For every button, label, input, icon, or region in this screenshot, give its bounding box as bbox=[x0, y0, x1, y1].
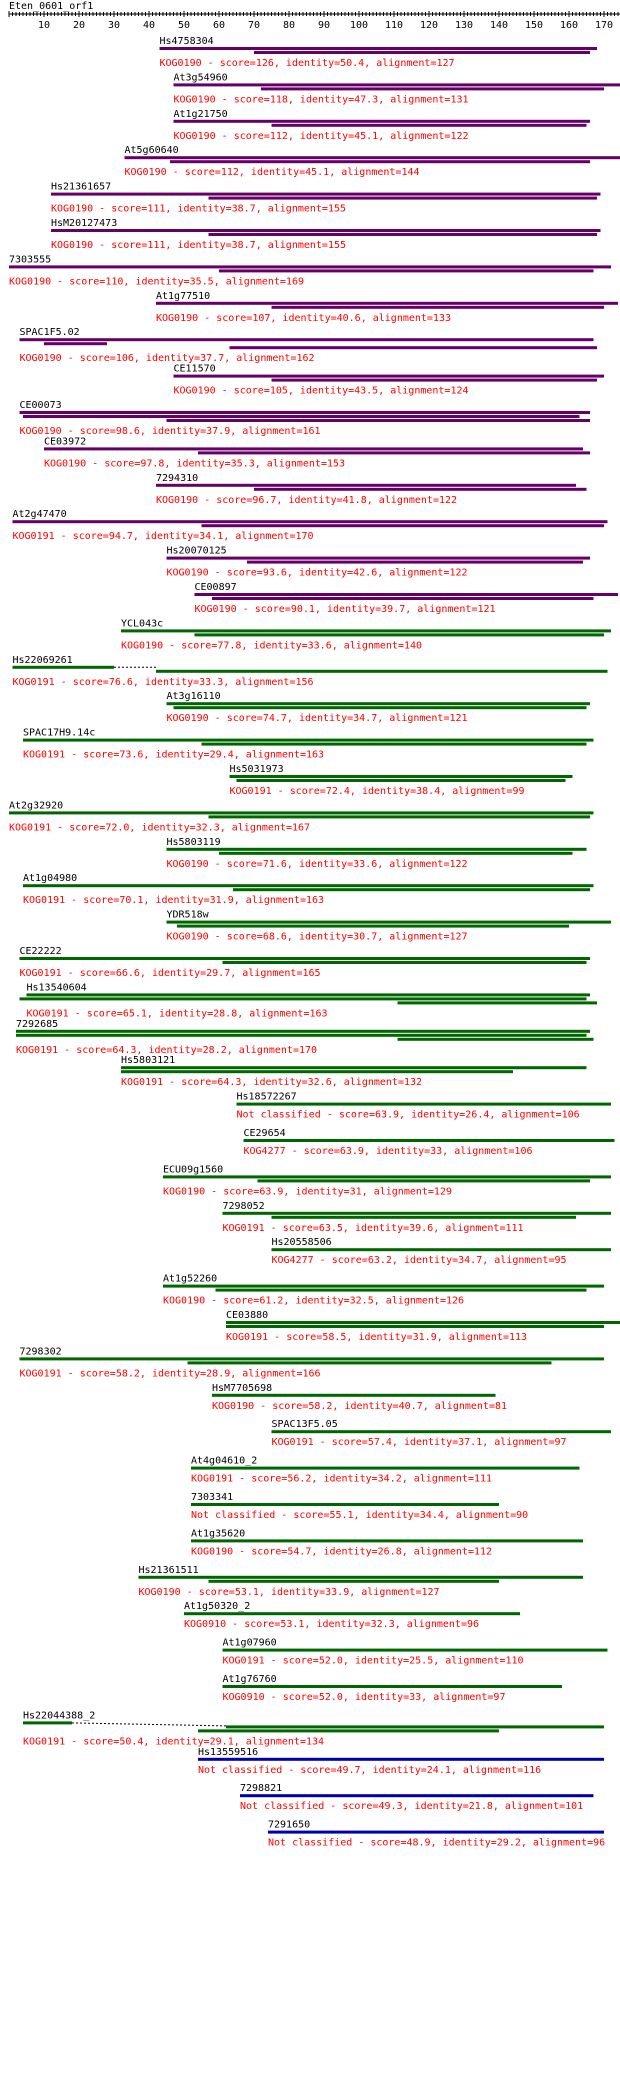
hit-name: SPAC1F5.02 bbox=[19, 327, 80, 339]
alignment-bar bbox=[13, 666, 115, 669]
hit-row bbox=[20, 400, 591, 437]
ruler-tick-label: 150 bbox=[524, 20, 544, 31]
hit-info: KOG0190 - score=98.6, identity=37.9, alignment=161 bbox=[19, 426, 321, 437]
hit-name: 7291650 bbox=[268, 1819, 311, 1831]
alignment-bar bbox=[202, 743, 587, 746]
alignment-bar bbox=[226, 1321, 620, 1324]
hit-row bbox=[226, 1310, 620, 1343]
ruler-tick-label: 20 bbox=[72, 20, 86, 31]
alignment-bar bbox=[223, 1649, 608, 1652]
alignment-bar bbox=[20, 338, 594, 341]
hit-name: Hs13540604 bbox=[26, 982, 87, 994]
hit-name: Hs5803119 bbox=[166, 836, 221, 848]
hit-row bbox=[191, 1528, 583, 1557]
hit-row bbox=[167, 691, 591, 724]
hit-row bbox=[191, 1492, 528, 1521]
hit-name: SPAC13F5.05 bbox=[271, 1419, 338, 1431]
hit-name: At1g77510 bbox=[156, 290, 211, 302]
alignment-bar bbox=[174, 120, 591, 123]
alignment-bar bbox=[272, 1248, 612, 1251]
hit-info: KOG0191 - score=63.5, identity=39.6, alignment=111 bbox=[222, 1222, 524, 1234]
hit-name: At5g60640 bbox=[124, 145, 179, 157]
hit-info: KOG0190 - score=53.1, identity=33.9, alignment=127 bbox=[138, 1586, 440, 1598]
hit-name: SPAC17H9.14c bbox=[23, 727, 96, 739]
hit-row bbox=[198, 1747, 604, 1776]
ruler-tick-label: 170 bbox=[594, 20, 614, 31]
alignment-bar bbox=[247, 561, 583, 564]
hit-name: CE11570 bbox=[173, 363, 216, 375]
hit-info: KOG0191 - score=52.0, identity=25.5, alignment=110 bbox=[222, 1655, 524, 1667]
alignment-bar bbox=[226, 1325, 604, 1328]
alignment-bar bbox=[209, 233, 598, 236]
hit-name: 7294310 bbox=[156, 472, 199, 484]
hit-name: 7298302 bbox=[19, 1346, 62, 1358]
hit-row bbox=[240, 1783, 594, 1812]
hit-name: CE22222 bbox=[19, 946, 62, 957]
hit-info: KOG0191 - score=76.6, identity=33.3, alignment=156 bbox=[12, 676, 314, 688]
ruler-tick-label: 30 bbox=[107, 20, 121, 31]
alignment-bar bbox=[191, 1539, 583, 1542]
hit-info: KOG0190 - score=118, identity=47.3, alignment=131 bbox=[173, 94, 469, 106]
hit-row bbox=[174, 364, 605, 397]
hit-row bbox=[9, 800, 594, 833]
hit-info: KOG0190 - score=111, identity=38.7, alignment=155 bbox=[51, 203, 347, 215]
ruler-tick-label: 50 bbox=[177, 20, 191, 31]
alignment-bar bbox=[244, 1139, 615, 1142]
alignment-bar bbox=[254, 51, 590, 54]
alignment-bar bbox=[121, 1070, 513, 1073]
hit-row bbox=[268, 1820, 605, 1849]
alignment-bar bbox=[44, 447, 583, 450]
hit-info: KOG0191 - score=58.5, identity=31.9, alignment=113 bbox=[226, 1332, 528, 1343]
hit-list bbox=[9, 36, 620, 1849]
alignment-bar bbox=[167, 557, 591, 560]
alignment-bar bbox=[272, 124, 587, 127]
hit-row bbox=[51, 182, 601, 215]
alignment-bar bbox=[398, 1001, 598, 1004]
alignment-bar bbox=[23, 739, 594, 742]
hit-info: KOG0191 - score=70.1, identity=31.9, alignment=163 bbox=[23, 895, 325, 907]
hit-info: KOG0190 - score=105, identity=43.5, alignment=124 bbox=[173, 385, 469, 397]
hit-row bbox=[223, 1201, 612, 1234]
hit-name: Hs20070125 bbox=[166, 545, 227, 557]
alignment-bar bbox=[163, 1285, 604, 1288]
hit-row bbox=[9, 254, 611, 287]
hit-name: ECU09g1560 bbox=[163, 1164, 224, 1176]
alignment-bar bbox=[9, 265, 611, 268]
hit-row bbox=[184, 1601, 520, 1630]
alignment-bar bbox=[198, 1758, 604, 1761]
hit-info: Not classified - score=49.7, identity=24.1, alignment=116 bbox=[198, 1764, 542, 1776]
hit-info: KOG0190 - score=63.9, identity=31, alignment=129 bbox=[163, 1186, 452, 1198]
hit-name: At1g07960 bbox=[222, 1637, 277, 1649]
hit-name: Hs13559516 bbox=[198, 1746, 259, 1758]
ruler-tick-label: 120 bbox=[419, 20, 439, 31]
hit-info: Not classified - score=48.9, identity=29.2, alignment=96 bbox=[268, 1837, 606, 1849]
hit-row bbox=[156, 473, 587, 506]
hit-info: KOG4277 - score=63.9, identity=33, alignment=106 bbox=[243, 1146, 533, 1157]
alignment-bar bbox=[219, 269, 594, 272]
alignment-bar bbox=[167, 921, 612, 924]
alignment-bar bbox=[20, 1357, 605, 1360]
hit-row bbox=[23, 1710, 604, 1747]
hit-row bbox=[44, 436, 590, 469]
ruler-tick-label: 40 bbox=[142, 20, 156, 31]
alignment-bar bbox=[191, 1503, 499, 1506]
ruler-tick-label: 110 bbox=[384, 20, 404, 31]
gap-connector bbox=[72, 1723, 226, 1726]
hit-name: At1g52260 bbox=[163, 1273, 218, 1285]
alignment-bar bbox=[51, 229, 601, 232]
hit-row bbox=[16, 1019, 594, 1056]
alignment-bar bbox=[167, 848, 587, 851]
query-title: Eten_0601_orf1 bbox=[9, 1, 94, 12]
alignment-bar bbox=[167, 702, 591, 705]
hit-name: 7298821 bbox=[240, 1783, 283, 1795]
hit-row bbox=[20, 982, 598, 1019]
hit-info: KOG0190 - score=90.1, identity=39.7, alignment=121 bbox=[194, 604, 496, 615]
position-ruler bbox=[9, 11, 620, 31]
alignment-bar bbox=[191, 1467, 580, 1470]
alignment-bar bbox=[230, 775, 573, 778]
alignment-bar bbox=[20, 957, 591, 960]
hit-name: At2g47470 bbox=[12, 509, 67, 521]
alignment-bar bbox=[16, 1034, 587, 1037]
hit-name: CE03880 bbox=[226, 1310, 269, 1321]
hit-info: KOG0190 - score=54.7, identity=26.8, alignment=112 bbox=[191, 1546, 493, 1558]
alignment-bar bbox=[170, 160, 590, 163]
ruler-tick-label: 130 bbox=[454, 20, 474, 31]
alignment-bar bbox=[51, 193, 601, 196]
alignment-bar bbox=[254, 488, 587, 491]
hit-row bbox=[156, 291, 618, 324]
hit-row bbox=[121, 618, 611, 651]
hit-name: At1g21750 bbox=[173, 108, 228, 120]
hit-name: At1g76760 bbox=[222, 1674, 277, 1685]
hit-row bbox=[244, 1128, 615, 1157]
alignment-bar bbox=[223, 1212, 612, 1215]
alignment-bar bbox=[272, 379, 598, 382]
ruler-tick-label: 70 bbox=[247, 20, 261, 31]
alignment-bar bbox=[121, 629, 611, 632]
hit-info: KOG0190 - score=71.6, identity=33.6, alignment=122 bbox=[166, 858, 468, 870]
alignment-bar bbox=[261, 87, 604, 90]
alignment-bar bbox=[125, 156, 620, 159]
alignment-bar bbox=[223, 1685, 563, 1688]
hit-row bbox=[174, 72, 620, 105]
hit-name: At1g35620 bbox=[191, 1528, 246, 1540]
ruler-tick-label: 160 bbox=[559, 20, 579, 31]
alignment-bar bbox=[195, 633, 605, 636]
alignment-bar bbox=[209, 1580, 500, 1583]
hit-info: KOG0190 - score=61.2, identity=32.5, alignment=126 bbox=[163, 1295, 465, 1307]
hit-row bbox=[212, 1383, 507, 1412]
hit-row bbox=[237, 1092, 612, 1121]
hit-name: CE00897 bbox=[194, 582, 237, 593]
alignment-bar bbox=[9, 811, 594, 814]
alignment-bar bbox=[195, 593, 619, 596]
hit-info: KOG0191 - score=94.7, identity=34.1, alignment=170 bbox=[12, 531, 314, 543]
alignment-bar bbox=[212, 597, 594, 600]
hit-name: YCL043c bbox=[121, 618, 164, 630]
ruler-tick-label: 90 bbox=[317, 20, 331, 31]
hit-name: Hs18572267 bbox=[236, 1091, 297, 1103]
hit-info: KOG0190 - score=112, identity=45.1, alignment=144 bbox=[124, 167, 420, 179]
hit-info: KOG0190 - score=74.7, identity=34.7, alignment=121 bbox=[166, 713, 468, 725]
hit-info: KOG0191 - score=65.1, identity=28.8, alignment=163 bbox=[26, 1008, 328, 1020]
alignment-bar bbox=[272, 1430, 612, 1433]
hit-info: KOG0191 - score=72.0, identity=32.3, alignment=167 bbox=[9, 822, 311, 834]
hit-name: At3g16110 bbox=[166, 691, 221, 703]
alignment-bar bbox=[209, 197, 598, 200]
alignment-bar bbox=[167, 419, 591, 422]
hit-row bbox=[20, 946, 591, 979]
hit-row bbox=[23, 728, 594, 761]
hit-name: 7303555 bbox=[9, 254, 52, 266]
alignment-bar bbox=[272, 1216, 577, 1219]
alignment-bar bbox=[188, 1361, 552, 1364]
alignment-bar bbox=[272, 306, 605, 309]
hit-name: Hs20558506 bbox=[271, 1237, 332, 1249]
alignment-bar bbox=[219, 852, 573, 855]
hit-row bbox=[160, 36, 598, 69]
alignment-bar bbox=[23, 884, 594, 887]
alignment-bar bbox=[13, 520, 608, 523]
ruler-tick-label: 60 bbox=[212, 20, 226, 31]
hit-name: CE00073 bbox=[19, 400, 62, 411]
alignment-bar bbox=[240, 1794, 594, 1797]
alignment-bar bbox=[16, 1030, 590, 1033]
ruler-tick-label: 140 bbox=[489, 20, 509, 31]
hit-info: KOG0191 - score=57.4, identity=37.1, alignment=97 bbox=[271, 1437, 567, 1449]
alignment-bar bbox=[174, 706, 587, 709]
hit-name: Hs21361511 bbox=[138, 1564, 199, 1576]
ruler-tick-label: 80 bbox=[282, 20, 296, 31]
hit-info: KOG0190 - score=58.2, identity=40.7, alignment=81 bbox=[212, 1400, 508, 1412]
alignment-bar bbox=[216, 1289, 587, 1292]
alignment-bar bbox=[184, 1612, 520, 1615]
hit-info: KOG0191 - score=58.2, identity=28.9, alignment=166 bbox=[19, 1368, 321, 1380]
alignment-bar bbox=[237, 779, 566, 782]
ruler-tick-label: 100 bbox=[349, 20, 369, 31]
hit-row bbox=[223, 1674, 563, 1703]
alignment-bar bbox=[198, 1729, 499, 1732]
alignment-bar bbox=[27, 993, 591, 996]
alignment-bar bbox=[23, 1721, 72, 1724]
hit-row bbox=[125, 145, 620, 178]
alignment-bar bbox=[174, 83, 620, 86]
hit-row bbox=[223, 1638, 608, 1667]
hit-info: KOG0191 - score=73.6, identity=29.4, alignment=163 bbox=[23, 749, 325, 761]
alignment-bar bbox=[268, 1831, 604, 1834]
alignment-bar bbox=[212, 1394, 496, 1397]
hit-row bbox=[20, 1346, 605, 1379]
alignment-bar bbox=[44, 342, 107, 345]
hit-name: Hs22044388_2 bbox=[23, 1710, 96, 1722]
alignment-bar bbox=[237, 1103, 612, 1106]
hit-row bbox=[121, 1055, 587, 1088]
hit-row bbox=[272, 1237, 612, 1266]
hit-info: KOG0190 - score=112, identity=45.1, alignment=122 bbox=[173, 130, 469, 142]
hit-info: KOG0191 - score=56.2, identity=34.2, alignment=111 bbox=[191, 1473, 493, 1485]
alignment-bar bbox=[156, 484, 576, 487]
hit-name: At3g54960 bbox=[173, 72, 228, 84]
hit-name: 7292685 bbox=[16, 1018, 59, 1030]
hit-row bbox=[167, 910, 612, 943]
hit-name: CE03972 bbox=[44, 436, 87, 448]
hit-row bbox=[167, 546, 591, 579]
hit-name: At1g04980 bbox=[23, 873, 78, 885]
hit-info: KOG0190 - score=96.7, identity=41.8, alignment=122 bbox=[156, 494, 458, 506]
alignment-bar bbox=[156, 302, 618, 305]
hit-info: KOG0190 - score=97.8, identity=35.3, alignment=153 bbox=[44, 458, 346, 470]
alignment-bar bbox=[174, 375, 605, 378]
hit-row bbox=[23, 873, 594, 906]
alignment-bar bbox=[20, 997, 587, 1000]
hit-info: KOG0190 - score=93.6, identity=42.6, alignment=122 bbox=[166, 567, 468, 579]
hit-name: Hs4758304 bbox=[159, 36, 214, 47]
hit-info: KOG0190 - score=111, identity=38.7, alignment=155 bbox=[51, 240, 347, 251]
hit-row bbox=[272, 1419, 612, 1448]
alignment-bar bbox=[20, 411, 591, 414]
alignment-bar bbox=[226, 1725, 604, 1728]
alignment-bar bbox=[233, 888, 590, 891]
alignment-bar bbox=[160, 47, 598, 50]
hit-info: KOG0190 - score=107, identity=40.6, alignment=133 bbox=[156, 312, 452, 324]
hit-info: Not classified - score=55.1, identity=34.4, alignment=90 bbox=[191, 1510, 529, 1521]
hit-info: KOG0191 - score=64.3, identity=28.2, alignment=170 bbox=[16, 1044, 318, 1056]
hit-row bbox=[13, 509, 608, 542]
alignment-bar bbox=[23, 415, 580, 418]
ruler-tick-label: 10 bbox=[37, 20, 51, 31]
hit-info: KOG0190 - score=77.8, identity=33.6, alignment=140 bbox=[121, 640, 423, 652]
hit-row bbox=[13, 655, 608, 688]
alignment-bar bbox=[163, 1175, 611, 1178]
hit-info: KOG0191 - score=72.4, identity=38.4, alignment=99 bbox=[229, 786, 525, 797]
hit-name: At4g04610_2 bbox=[191, 1455, 258, 1467]
hit-row bbox=[163, 1164, 611, 1197]
alignment-bar bbox=[209, 815, 591, 818]
alignment-bar bbox=[177, 925, 569, 928]
hit-row bbox=[195, 582, 619, 615]
hit-info: KOG4277 - score=63.2, identity=34.7, alignment=95 bbox=[271, 1255, 567, 1267]
hit-info: KOG0910 - score=52.0, identity=33, alignment=97 bbox=[222, 1692, 506, 1703]
hit-row bbox=[51, 218, 601, 251]
hit-name: 7298052 bbox=[222, 1200, 265, 1212]
hit-row bbox=[174, 109, 591, 142]
hit-row bbox=[167, 837, 587, 870]
hit-name: Hs21361657 bbox=[51, 181, 112, 193]
hit-name: CE29654 bbox=[243, 1128, 286, 1139]
hit-info: KOG0191 - score=50.4, identity=29.1, alignment=134 bbox=[23, 1736, 325, 1748]
hit-row bbox=[163, 1274, 604, 1307]
hit-name: Hs22069261 bbox=[12, 654, 73, 666]
alignment-bar bbox=[139, 1576, 584, 1579]
hit-row bbox=[139, 1565, 584, 1598]
alignment-bar bbox=[121, 1066, 587, 1069]
alignment-bar bbox=[198, 451, 590, 454]
alignment-bar bbox=[398, 1038, 594, 1041]
alignment-bar bbox=[223, 961, 587, 964]
hit-name: At1g50320_2 bbox=[184, 1601, 251, 1613]
hit-row bbox=[191, 1456, 580, 1485]
hit-info: KOG0190 - score=106, identity=37.7, alignment=162 bbox=[19, 353, 315, 365]
hit-name: Hs5803121 bbox=[121, 1055, 176, 1067]
alignment-bar bbox=[230, 346, 598, 349]
hit-info: KOG0190 - score=68.6, identity=30.7, alignment=127 bbox=[166, 931, 468, 943]
hit-name: HsM20127473 bbox=[51, 218, 118, 229]
hit-row bbox=[230, 764, 573, 797]
alignment-bar bbox=[258, 1179, 591, 1182]
hit-info: KOG0190 - score=110, identity=35.5, alignment=169 bbox=[9, 276, 305, 288]
hit-info: Not classified - score=63.9, identity=26.4, alignment=106 bbox=[236, 1109, 580, 1121]
hit-name: YDR518w bbox=[166, 909, 209, 921]
hit-name: At2g32920 bbox=[9, 800, 64, 812]
hit-info: KOG0191 - score=64.3, identity=32.6, alignment=132 bbox=[121, 1077, 423, 1089]
hit-info: KOG0910 - score=53.1, identity=32.3, alignment=96 bbox=[184, 1619, 480, 1631]
hit-name: HsM7705698 bbox=[212, 1382, 273, 1394]
hit-info: Not classified - score=49.3, identity=21.8, alignment=101 bbox=[240, 1801, 584, 1813]
hit-row bbox=[20, 327, 598, 364]
alignment-bar bbox=[202, 524, 605, 527]
hit-name: Hs5031973 bbox=[229, 764, 284, 775]
hit-name: 7303341 bbox=[191, 1492, 234, 1503]
hit-info: KOG0191 - score=66.6, identity=29.7, alignment=165 bbox=[19, 968, 321, 979]
alignment-bar bbox=[156, 670, 608, 673]
hit-info: KOG0190 - score=126, identity=50.4, alignment=127 bbox=[159, 58, 455, 69]
